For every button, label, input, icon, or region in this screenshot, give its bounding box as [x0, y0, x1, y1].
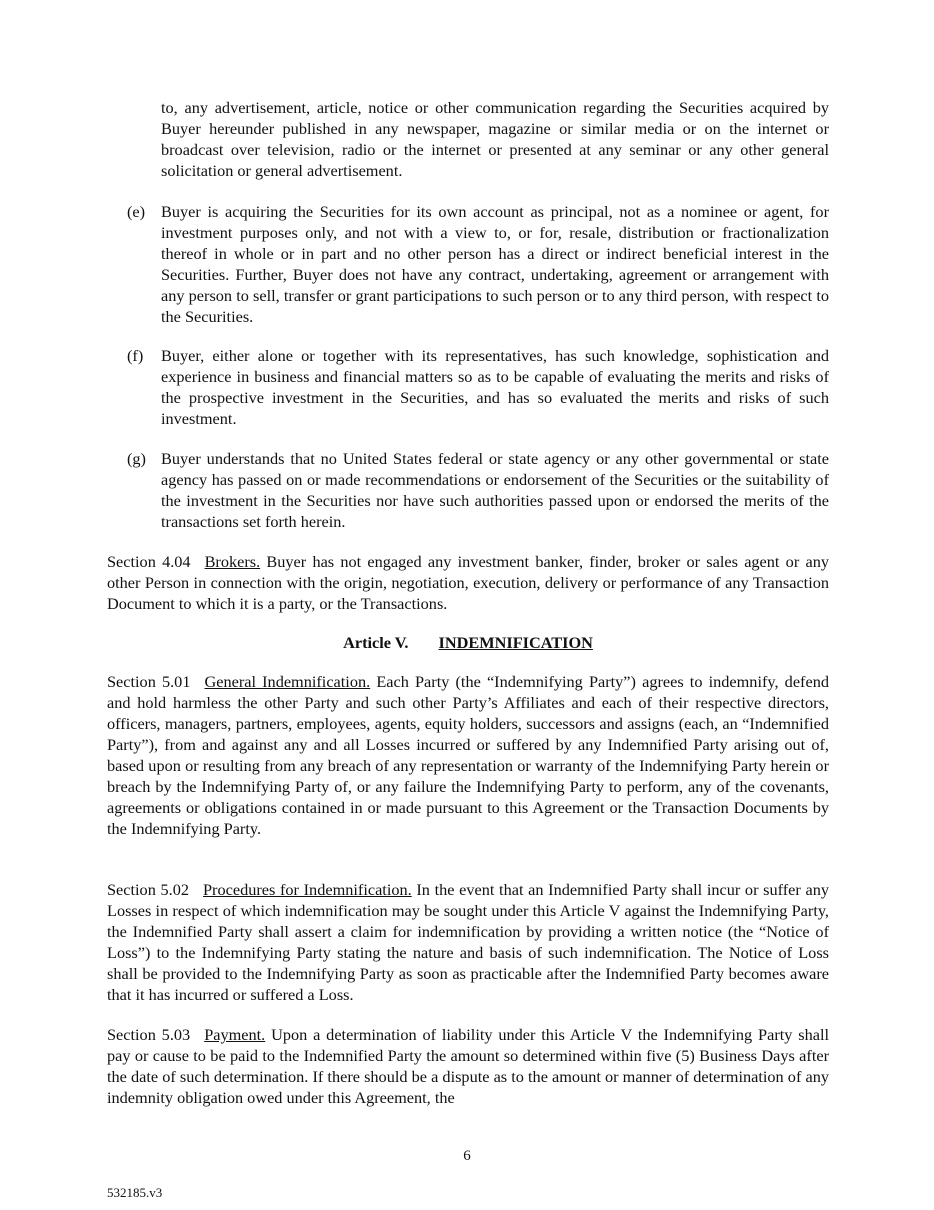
- page-number: 6: [463, 1148, 471, 1164]
- list-text-e: Buyer is acquiring the Securities for its own account as principal, not as a nominee or agent, for investment purposes only, and not with a view to, or for, resale, distribution or fractionalization thereof in whole or in part and no other person has a direct or indirect beneficial interest in the Securities. Further, Buyer does not have any contract, undertaking, agreement or arrangement with any person to sell, transfer or grant participations to such person or to any third person, with respect to the Securities.: [161, 202, 829, 326]
- continuation-paragraph: [161, 97, 829, 181]
- section-text: Buyer has not engaged any investment banker, finder, broker or sales agent or any other Person in connection with the origin, negotiation, execution, delivery or performance of any Transaction Document to which it is a party, or the Transactions.: [107, 552, 829, 613]
- section-4-04: [107, 551, 829, 614]
- list-marker-e: (e): [127, 202, 146, 221]
- section-text: In the event that an Indemnified Party shall incur or suffer any Losses in respect of which indemnification may be sought under this Article V against the Indemnifying Party, the Indemnified Party shall assert a claim for indemnification by providing a written notice (the “Notice of Loss”) to the Indemnifying Party stating the nature and basis of such indemnification. The Notice of Loss shall be provided to the Indemnifying Party as soon as practicable after the Indemnified Party becomes aware that it has incurred or suffered a Loss.: [107, 880, 829, 1004]
- continuation-text: to, any advertisement, article, notice or other communication regarding the Securities acquired by Buyer hereunder published in any newspaper, magazine or similar media or on the internet or broadcast over television, radio or the internet or presented at any seminar or any other general solicitation or general advertisement.: [161, 98, 829, 180]
- list-marker-g: (g): [127, 449, 146, 468]
- article-label: Article V.: [343, 633, 409, 652]
- section-5-01: [107, 671, 829, 839]
- section-number: Section 5.01: [107, 672, 191, 691]
- section-5-03: [107, 1024, 829, 1108]
- article-heading: [107, 632, 829, 653]
- section-title: Payment.: [204, 1025, 266, 1044]
- section-number: Section 4.04: [107, 552, 191, 571]
- document-id: 532185.v3: [107, 1185, 163, 1200]
- section-text: Each Party (the “Indemnifying Party”) agrees to indemnify, defend and hold harmless the other Party and such other Party’s Affiliates and each of their respective directors, officers, managers, partners, employees, agents, equity holders, successors and assigns (each, an “Indemnified Party”), from and against any and all Losses incurred or suffered by any Indemnified Party arising out of, based upon or resulting from any breach of any representation or warranty of the Indemnifying Party herein or breach by the Indemnifying Party of, or any failure the Indemnifying Party to perform, any of the covenants, agreements or obligations contained in or made pursuant to this Agreement or the Transaction Documents by the Indemnifying Party.: [107, 672, 829, 838]
- section-title: Brokers.: [204, 552, 261, 571]
- section-number: Section 5.02: [107, 880, 189, 899]
- section-number: Section 5.03: [107, 1025, 191, 1044]
- section-5-02: [107, 879, 829, 1005]
- list-marker-f: (f): [127, 346, 144, 365]
- list-text-f: Buyer, either alone or together with its representatives, has such knowledge, sophistication and experience in business and financial matters so as to be capable of evaluating the merits and risks of the prospective investment in the Securities, and has so evaluated the merits and risks of such investment.: [161, 346, 829, 428]
- article-title: INDEMNIFICATION: [438, 633, 593, 652]
- section-title: General Indemnification.: [204, 672, 371, 691]
- section-title: Procedures for Indemnification.: [203, 880, 412, 899]
- section-text: Upon a determination of liability under this Article V the Indemnifying Party shall pay or cause to be paid to the Indemnified Party the amount so determined within five (5) Business Days after the date of such determination. If there should be a dispute as to the amount or manner of determination of any indemnity obligation owed under this Agreement, the: [107, 1025, 829, 1107]
- list-text-g: Buyer understands that no United States federal or state agency or any other governmental or state agency has passed on or made recommendations or endorsement of the Securities or the suitability of the investment in the Securities nor have such authorities passed upon or endorsed the merits of the transactions set forth herein.: [161, 449, 829, 531]
